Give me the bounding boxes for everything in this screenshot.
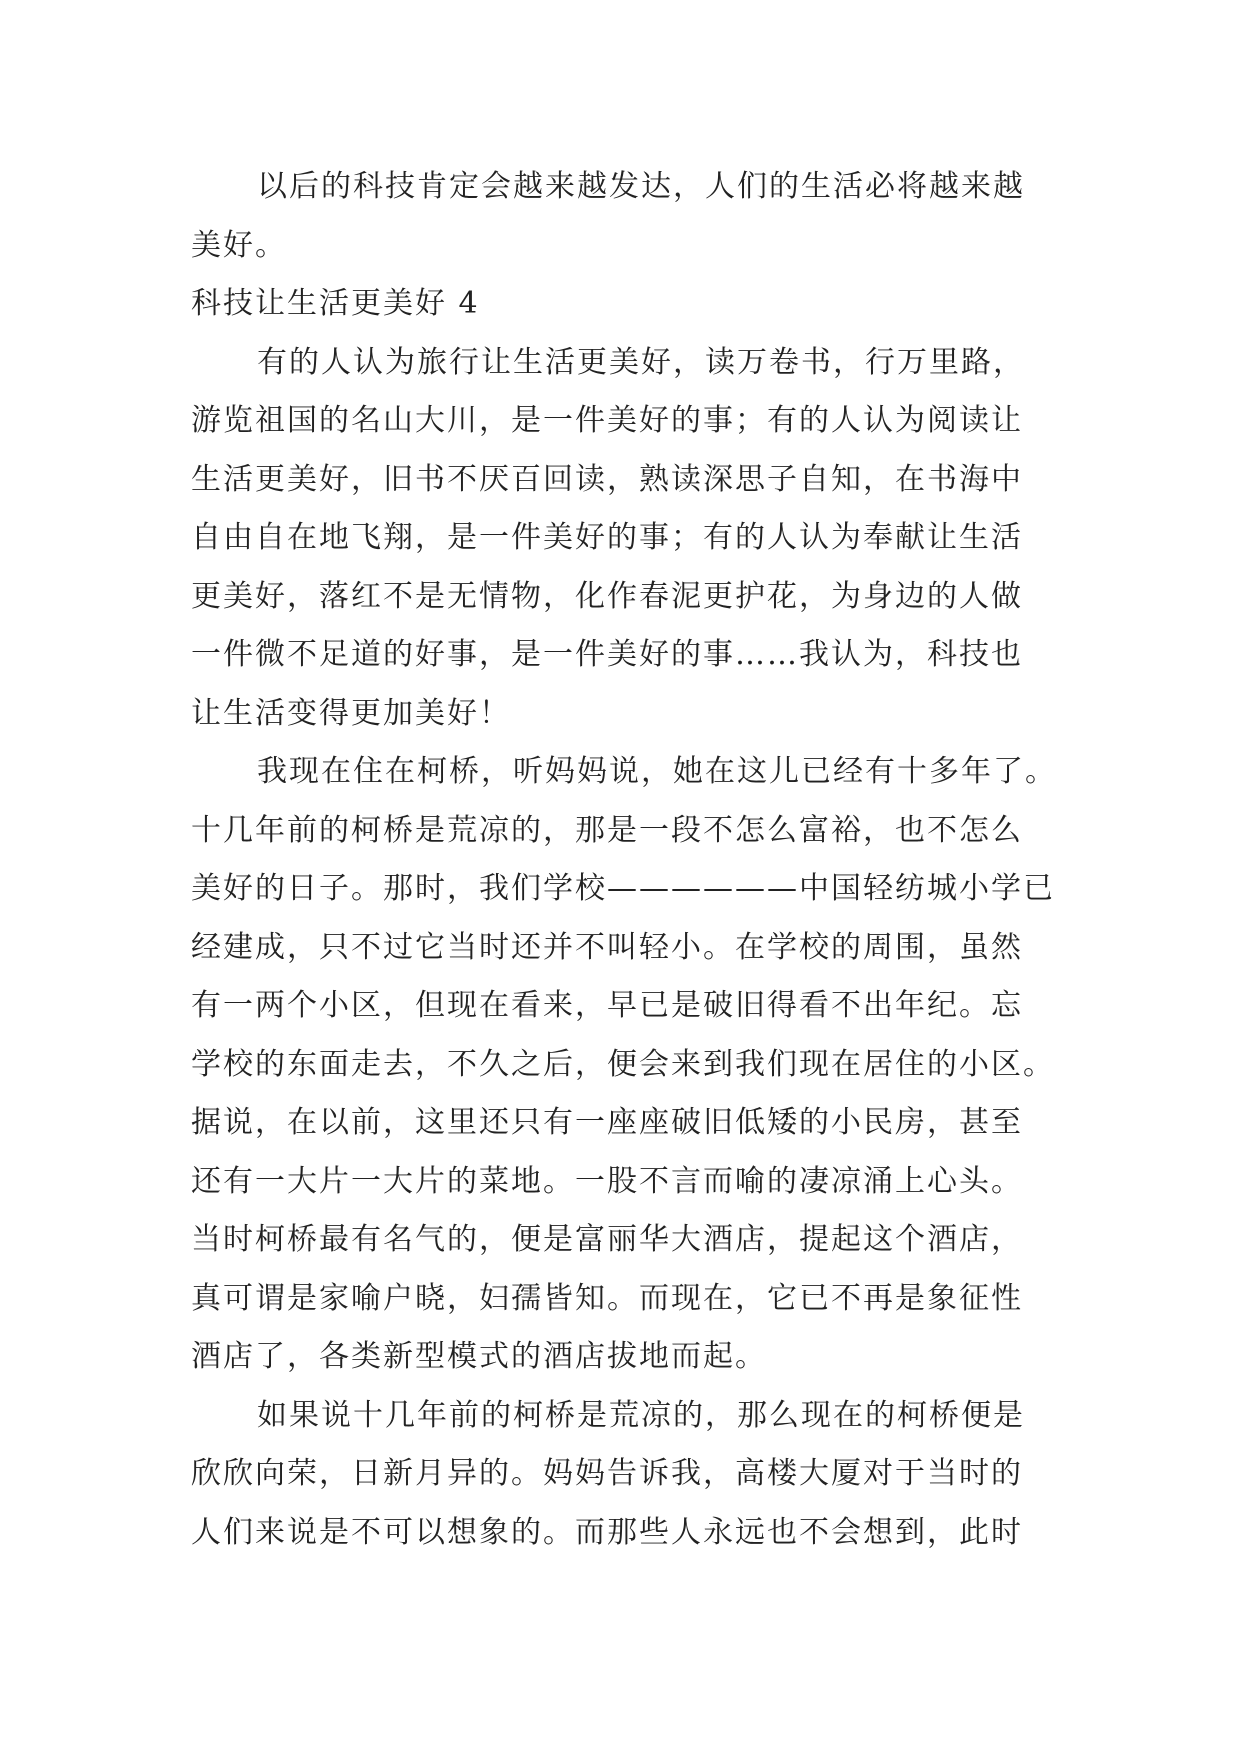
text-line: 有一两个小区，但现在看来，早已是破旧得看不出年纪。忘	[191, 988, 1023, 1023]
text-line: 游览祖国的名山大川，是一件美好的事；有的人认为阅读让	[191, 403, 1023, 438]
text-line: 当时柯桥最有名气的，便是富丽华大酒店，提起这个酒店，	[191, 1222, 1023, 1257]
text-line: 欣欣向荣，日新月异的。妈妈告诉我，高楼大厦对于当时的	[191, 1456, 1023, 1491]
text-line: 据说，在以前，这里还只有一座座破旧低矮的小民房，甚至	[191, 1105, 1023, 1140]
text-line: 还有一大片一大片的菜地。一股不言而喻的凄凉涌上心头。	[191, 1163, 1023, 1199]
text-line: 真可谓是家喻户晓，妇孺皆知。而现在，它已不再是象征性	[191, 1280, 1023, 1316]
text-line: 如果说十几年前的柯桥是荒凉的，那么现在的柯桥便是	[257, 1397, 1025, 1433]
text-line: 一件微不足道的好事，是一件美好的事……我认为，科技也	[191, 637, 1023, 672]
section-heading: 科技让生活更美好 4	[191, 286, 480, 321]
text-line: 生活更美好，旧书不厌百回读，熟读深思子自知，在书海中	[191, 461, 1023, 497]
text-line: 学校的东面走去，不久之后，便会来到我们现在居住的小区。	[191, 1046, 1055, 1082]
text-line: 人们来说是不可以想象的。而那些人永远也不会想到，此时	[191, 1514, 1023, 1550]
text-line: 美好的日子。那时，我们学校——————中国轻纺城小学已	[191, 871, 1055, 906]
text-line: 有的人认为旅行让生活更美好，读万卷书，行万里路，	[257, 344, 1025, 380]
text-line: 更美好，落红不是无情物，化作春泥更护花，为身边的人做	[191, 578, 1023, 614]
text-line: 以后的科技肯定会越来越发达，人们的生活必将越来越	[257, 169, 1025, 204]
text-line: 自由自在地飞翔，是一件美好的事；有的人认为奉献让生活	[191, 520, 1023, 555]
document-body	[191, 158, 1057, 1562]
text-line: 酒店了，各类新型模式的酒店拔地而起。	[191, 1339, 767, 1374]
text-line: 我现在住在柯桥，听妈妈说，她在这儿已经有十多年了。	[257, 754, 1057, 789]
text-line: 美好。	[191, 227, 287, 263]
text-line: 经建成，只不过它当时还并不叫轻小。在学校的周围，虽然	[191, 929, 1023, 965]
text-line: 让生活变得更加美好！	[191, 695, 511, 731]
text-line: 十几年前的柯桥是荒凉的，那是一段不怎么富裕，也不怎么	[191, 812, 1023, 848]
